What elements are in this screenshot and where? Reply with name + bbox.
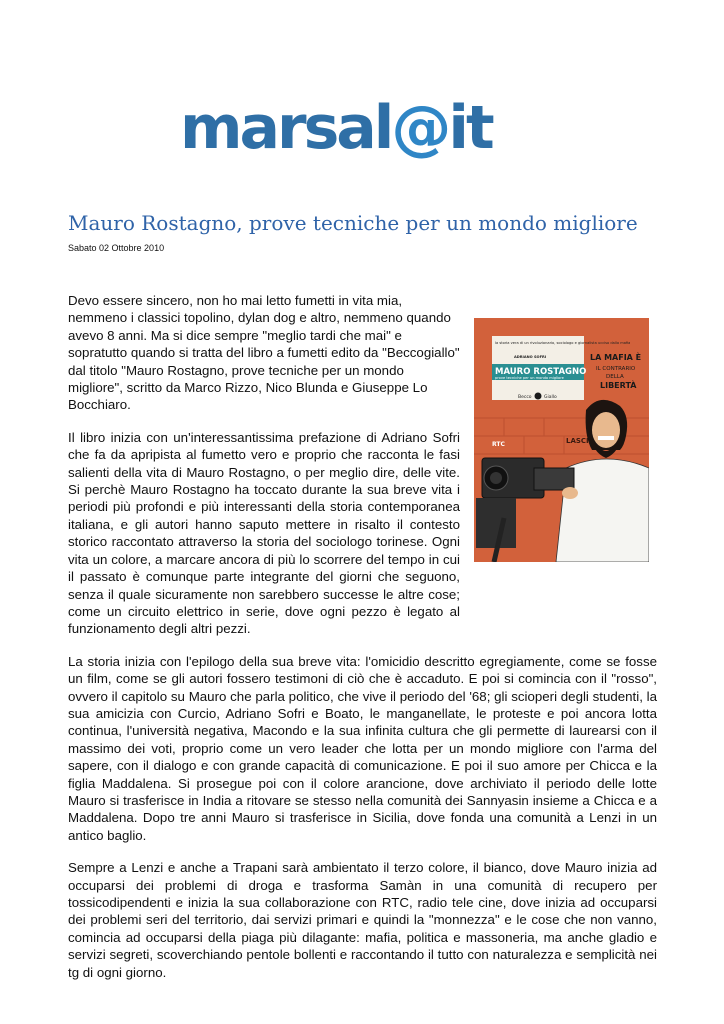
paragraph-2: Il libro inizia con un'interessantissima prefazione di Adriano Sofri che fa da apripista al fumetto vero e proprio che racconta le fasi salienti della vita di Mauro Rostagno, o per meglio dire, delle vite. Si perchè Mauro Rostagno ha toccato durante la sua breve vita i periodi più profondi e più interessanti della storia contemporanea italiana, e gli autori hanno saputo mettere in risalto il contesto storico raccontato attraverso la storia del sociologo torinese. Ogni vita un colore, a marcare ancora di più lo scorrere del tempo in cui il passato è comunque parte integrante del giorni che seguono, senza il quale sicuramente non sarebbero successe le altre cose; come un circuito elettrico in serie, dove ogni pezzo è legato al funzionamento degli altri pezzi. xyxy=(68,429,460,637)
paragraph-4: Sempre a Lenzi e anche a Trapani sarà ambientato il terzo colore, il bianco, dove Mauro inizia ad occuparsi dei problemi di droga e trasforma Samàn in una comunità di recupero per tossicodipendenti e inizia la sua collaborazione con RTC, radio tele cine, dove inizia ad occuparsi dei problemi seri del territorio, dai servizi primari e quindi la "monnezza" e le cose che non vanno, comincia ad occuparsi della piaga più dilagante: mafia, politica e massoneria, ma anche gladio e servizi segreti, scoverchiando pentole bollenti e raccontando il tutto con naturalezza e semplicità nei tg di ogni giorno. xyxy=(68,860,657,980)
article-title[interactable]: Mauro Rostagno, prove tecniche per un mondo migliore xyxy=(68,211,638,235)
publisher-logo-icon xyxy=(535,393,542,400)
cover-wall-text-3: DELLA xyxy=(606,374,624,380)
paragraph-3: La storia inizia con l'epilogo della sua breve vita: l'omicidio descritto egregiamente, come se fosse un film, come se gli autori fossero testimoni di ciò che è accaduto. E poi si comincia con il "rosso", ovvero il capitolo su Mauro che parla politico, che vive il periodo del '68; gli scioperi degli studenti, la sua amicizia con Curcio, Adriano Sofri e Boato, le manganellate, le proteste e poi ancora lotta continua, l'università negativa, Macondo e la sua infinita cultura che gli permette di laurearsi con il massimo dei voti, proprio come un vero leader che lotta per un mondo migliore con l'arma del sapere, con il dialogo e con grande capacità di comunicazione. E poi il suo amore per Chicca e la figlia Maddalena. Si prosegue poi con il colore arancione, dove archiviato il periodo delle lotte Mauro si trasferisce in India a ritovare se stesso nella comunità dei Sannyasin insieme a Chicca e a Maddalena. Dopo tre anni Mauro si trasferisce in Sicilia, dove fonda una comunità a Lenzi in un antico baglio. xyxy=(68,653,657,843)
cover-publisher-right: Giallo xyxy=(544,395,557,400)
cover-blurb: la storia vera di un rivoluzionario, sociologo e giornalista ucciso dalla mafia xyxy=(495,341,631,345)
cover-authors: ADRIANO SOFRI xyxy=(514,355,547,359)
camera-label: RTC xyxy=(492,441,505,448)
book-cover-image xyxy=(474,318,649,562)
cover-wall-text-4: LIBERTÀ xyxy=(600,381,637,390)
article-date: Sabato 02 Ottobre 2010 xyxy=(68,243,165,253)
book-cover-illustration xyxy=(474,318,649,562)
cover-subtitle: prove tecniche per un mondo migliore xyxy=(495,376,564,380)
cover-wall-text-5: LASCI xyxy=(566,437,589,445)
paragraph-1: Devo essere sincero, non ho mai letto fumetti in vita mia, nemmeno i classici topolino, dylan dog e altro, nemmeno quando avevo 8 anni. Ma si dice sempre "meglio tardi che mai" e sopratutto quando si tratta del libro a fumetti edito da "Beccogiallo" dal titolo "Mauro Rostagno, prove tecniche per un mondo migliore", scritto da Marco Rizzo, Nico Blunda e Giuseppe Lo Bocchiaro. xyxy=(68,293,460,413)
cover-title: MAURO ROSTAGNO xyxy=(495,367,587,377)
cover-wall-text-1: LA MAFIA È xyxy=(590,353,642,362)
site-logo[interactable]: marsal@it xyxy=(180,93,492,163)
cover-publisher-left: Becco xyxy=(518,395,532,400)
cover-wall-text-2: IL CONTRARIO xyxy=(596,366,636,372)
